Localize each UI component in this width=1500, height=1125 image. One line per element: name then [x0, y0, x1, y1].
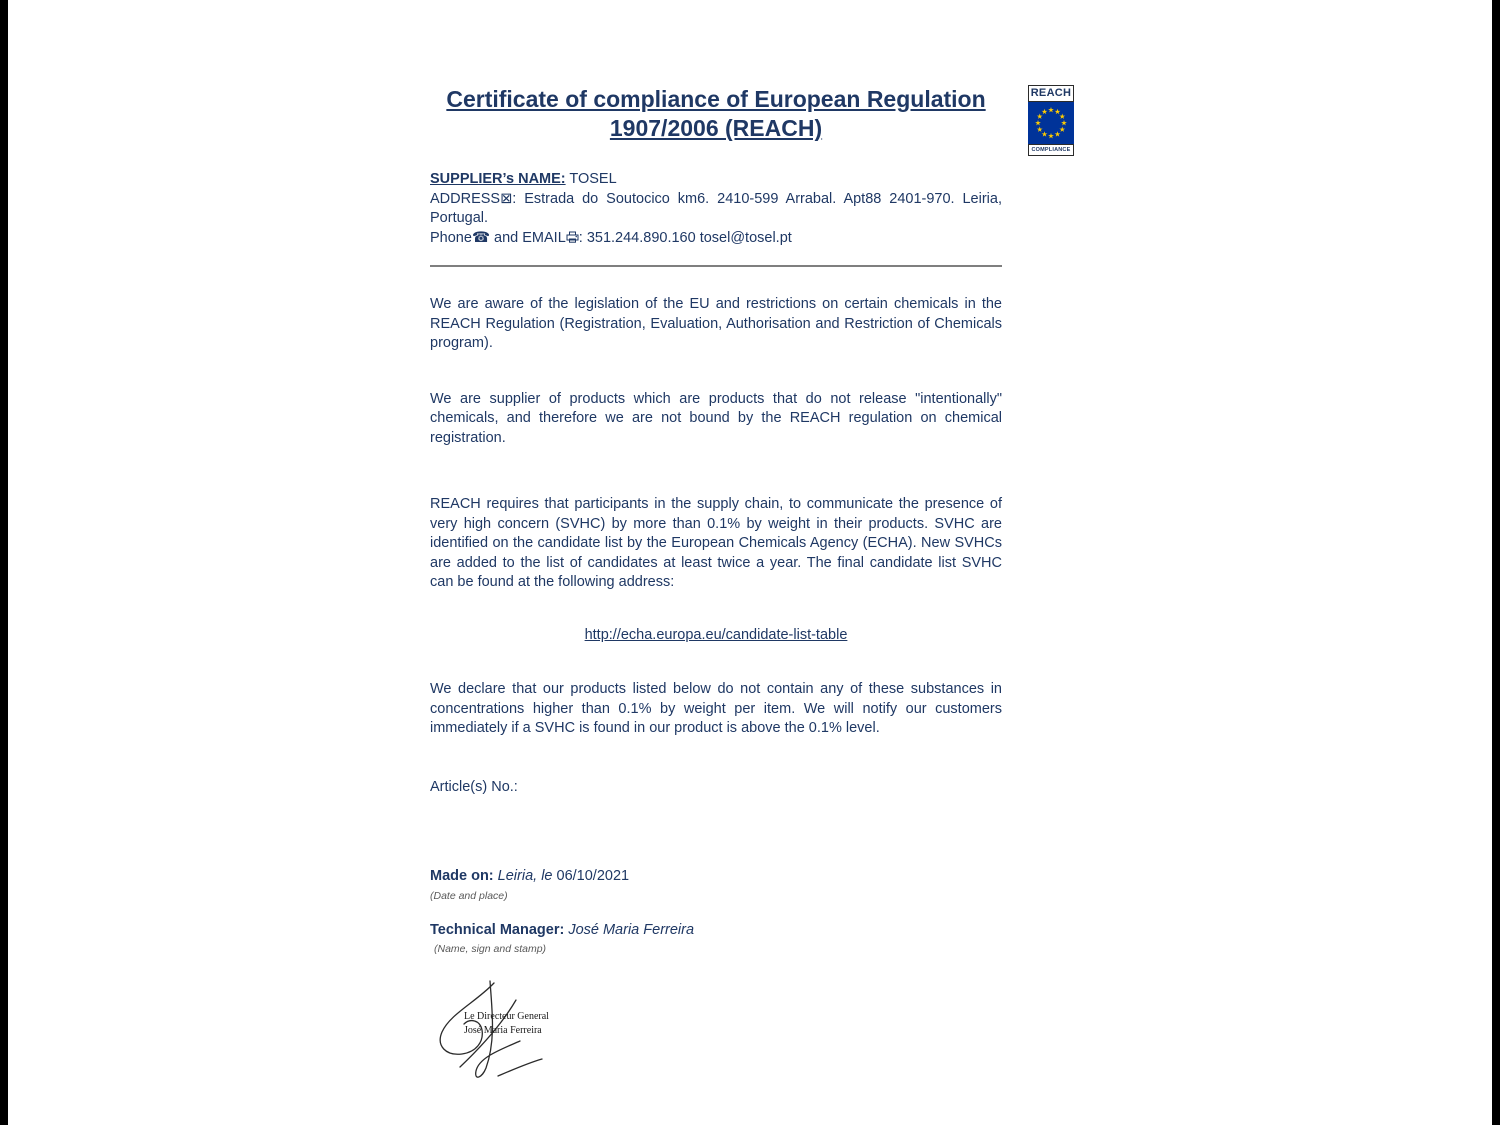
signature-stamp-line2: José Maria Ferreira [464, 1025, 542, 1036]
manager-note: (Name, sign and stamp) [434, 943, 547, 955]
made-on-label: Made on: [430, 868, 494, 884]
contact-value: : 351.244.890.160 tosel@tosel.pt [578, 229, 792, 246]
paragraph-declaration: We declare that our products listed below do not contain any of these substances in concentrations higher than 0.1% by weight per item. We will notify our customers immediately if a SVHC is found in our product is above the 0.1% level. [430, 681, 1002, 736]
supplier-name-label: SUPPLIER’s NAME: [430, 171, 566, 187]
address-value: : Estrada do Soutocico km6. 2410-599 Arrabal. Apt88 2401-970. Leiria, Portugal. [430, 190, 1002, 226]
supplier-section [430, 170, 1002, 248]
reach-compliance-logo [1028, 85, 1074, 156]
eu-flag-icon [1028, 102, 1074, 144]
paragraph-svhc-requirement: REACH requires that participants in the supply chain, to communicate the presence of very high concern (SVHC) by more than 0.1% by weight in their products. SVHC are identified on the candidate list by the European Chemicals Agency (ECHA). New SVHCs are added to the list of candidates at least twice a year. The final candidate list SVHC can be found at the following address: [430, 496, 1002, 590]
phone-icon: ☎ [471, 229, 490, 246]
made-on-date: 06/10/2021 [556, 868, 630, 884]
signature-block [432, 980, 582, 1088]
horizontal-divider [430, 265, 1002, 267]
supplier-address-line [430, 190, 1002, 229]
scan-edge-left [0, 0, 8, 1125]
document-content [430, 85, 1002, 1088]
compliance-logo-label: COMPLIANCE [1028, 144, 1074, 156]
contact-prefix: Phone [430, 229, 472, 246]
technical-manager-line [430, 921, 1002, 941]
address-label: ADDRESS [430, 190, 501, 207]
paragraph-supplier-statement: We are supplier of products which are products that do not release "intentionally" chemicals, and therefore we are not bound by the REACH regulation on chemical registration. [430, 390, 1002, 446]
page-title [430, 85, 1002, 143]
article-number-line: Article(s) No.: [430, 778, 518, 795]
signature-stamp-text [464, 1010, 549, 1038]
candidate-list-link-line [430, 626, 1002, 646]
date-place-note: (Date and place) [430, 889, 508, 902]
page-title-line2: 1907/2006 (REACH) [609, 115, 823, 141]
signature-stamp-line1: Le Directeur General [464, 1011, 549, 1022]
paragraph-reach-awareness: We are aware of the legislation of the EU and restrictions on certain chemicals in the REACH Regulation (Registration, Evaluation, Authorisation and Restriction of Chemicals program). [430, 296, 1002, 351]
scan-edge-right [1492, 0, 1500, 1125]
supplier-name-value: TOSEL [565, 171, 617, 187]
contact-mid: and EMAIL [490, 229, 566, 246]
candidate-list-link[interactable]: http://echa.europa.eu/candidate-list-table [584, 626, 848, 643]
technical-manager-label: Technical Manager: [430, 921, 565, 938]
made-on-line [430, 867, 1002, 887]
reach-logo-label: REACH [1028, 85, 1074, 102]
technical-manager-name: José Maria Ferreira [564, 921, 695, 938]
supplier-name-line [430, 170, 1002, 190]
fax-icon [566, 231, 579, 243]
made-on-place: Leiria, le [493, 868, 557, 884]
envelope-icon: ⊠ [500, 190, 513, 207]
page-title-line1: Certificate of compliance of European Regulation [446, 86, 986, 112]
supplier-contact-line [430, 229, 1002, 249]
